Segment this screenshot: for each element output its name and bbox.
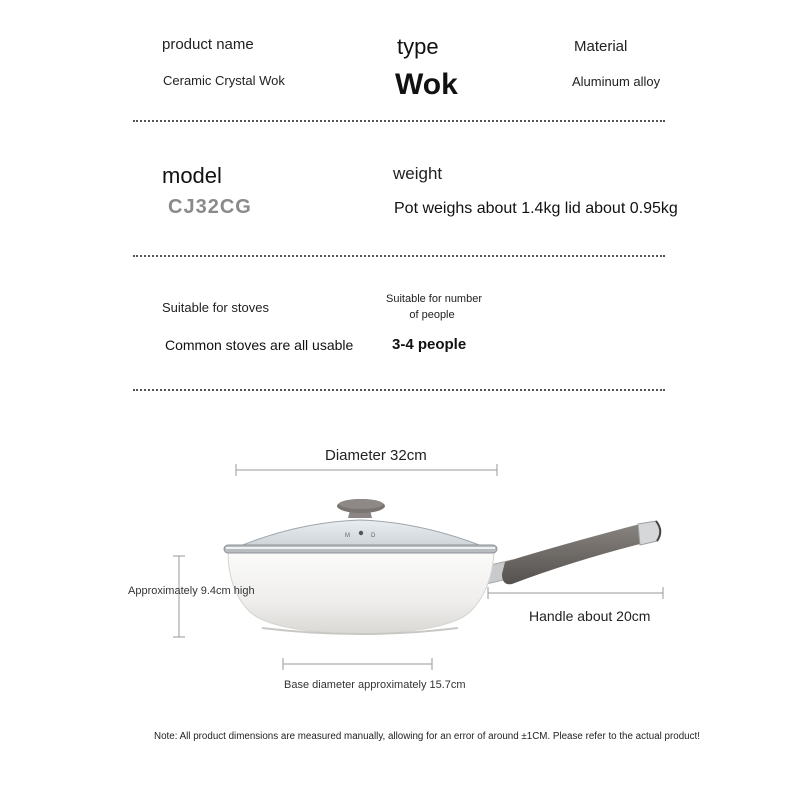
disclaimer-note: Note: All product dimensions are measured manually, allowing for an error of around ±1CM. Please refer to the actual product! [154,731,700,742]
base-arrow [283,658,432,670]
wok-body [228,552,494,634]
base-diameter-label: Base diameter approximately 15.7cm [284,679,466,691]
diameter-arrow [236,464,497,476]
material-value: Aluminum alloy [572,74,661,89]
model-value: CJ32CG [168,196,252,218]
stoves-label: Suitable for stoves [162,300,269,315]
svg-text:M: M [345,533,350,539]
wok-lid [224,499,497,553]
weight-label: weight [393,164,443,183]
product-name-value: Ceramic Crystal Wok [163,73,285,88]
people-label-line1: Suitable for number [386,293,482,305]
people-value: 3-4 people [392,336,467,353]
product-name-label: product name [162,36,254,53]
wok-handle [486,521,660,584]
stoves-value: Common stoves are all usable [165,337,354,353]
height-label: Approximately 9.4cm high [128,585,255,597]
type-label: type [397,34,439,59]
type-value: Wok [395,68,458,101]
handle-arrow [488,587,663,599]
people-label-line2: of people [409,309,455,321]
svg-text:D: D [371,533,376,539]
diameter-label: Diameter 32cm [325,447,427,464]
weight-value: Pot weighs about 1.4kg lid about 0.95kg [394,200,678,217]
model-label: model [162,163,222,188]
handle-label: Handle about 20cm [529,608,651,624]
material-label: Material [574,38,628,55]
